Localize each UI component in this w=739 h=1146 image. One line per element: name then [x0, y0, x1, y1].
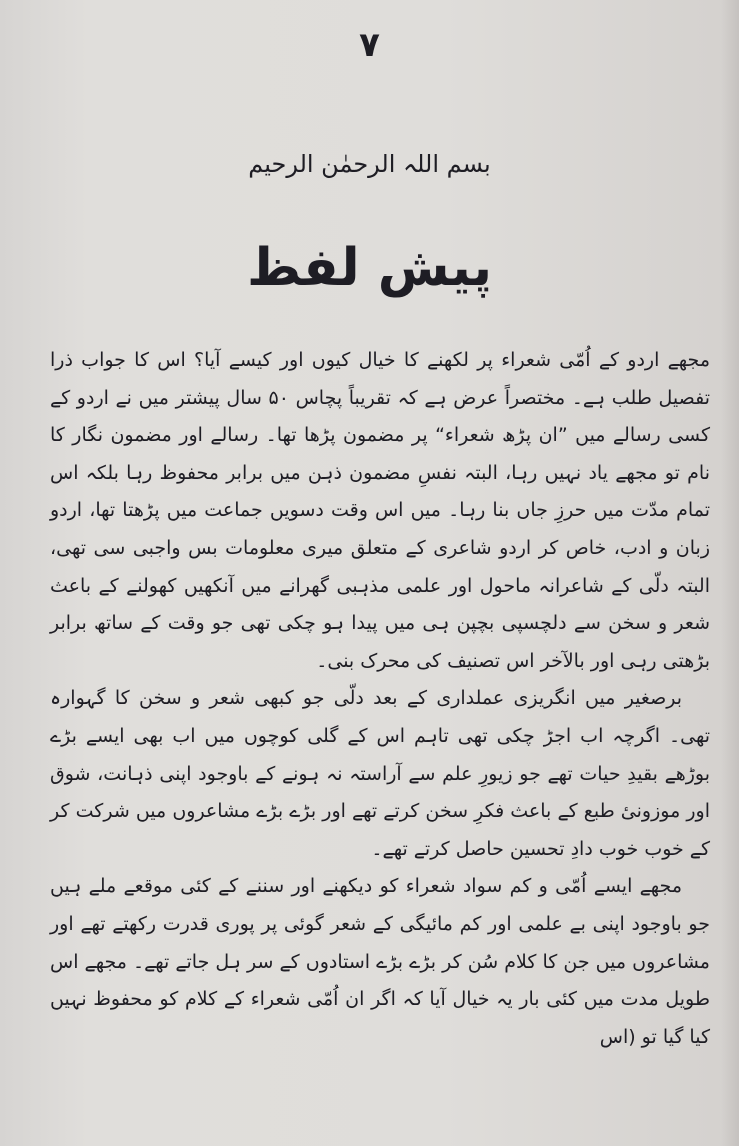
basmala: بسم اللہ الرحمٰن الرحیم	[248, 150, 491, 178]
body-text	[50, 342, 710, 1056]
paragraph-3: مجھے ایسے اُمّی و کم سواد شعراء کو دیکھنے اور سننے کے کئی موقعے ملے ہیں جو باوجود اپنی بے علمی اور کم مائیگی کے شعر گوئی پر پوری قدرت رکھتے تھے اور مشاعروں میں جن کا کلام سُن کر بڑے بڑے استادوں کے سر ہل جاتے تھے۔ مجھے اس طویل مدت میں کئی بار یہ خیال آیا کہ اگر ان اُمّی شعراء کے کلام کو محفوظ نہیں کیا گیا تو (اس	[50, 875, 710, 1048]
paragraph-1: مجھے اردو کے اُمّی شعراء پر لکھنے کا خیال کیوں اور کیسے آیا؟ اس کا جواب ذرا تفصیل طلب ہے۔ مختصراً عرض ہے کہ تقریباً پچاس ۵۰ سال پیشتر میں نے اردو کے کسی رسالے میں ”ان پڑھ شعراء“ پر مضمون پڑھا تھا۔ رسالے اور مضمون نگار کا نام تو مجھے یاد نہیں رہا، البتہ نفسِ مضمون ذہن میں برابر محفوظ رہا بلکہ اس تمام مدّت میں حرزِ جاں بنا رہا۔ میں اس وقت دسویں جماعت میں پڑھتا تھا، اردو زبان و ادب، خاص کر اردو شاعری کے متعلق میری معلومات بس واجبی سی تھی، البتہ دلّی کے شاعرانہ ماحول اور علمی مذہبی گھرانے میں آنکھیں کھولنے کے باعث شعر و سخن سے دلچسپی بچپن ہی میں پیدا ہو چکی تھی جو وقت کے ساتھ برابر بڑھتی رہی اور بالآخر اس تصنیف کی محرک بنی۔	[50, 349, 710, 672]
page-gutter-shadow	[721, 0, 739, 1146]
paragraph-2: برصغیر میں انگریزی عملداری کے بعد دلّی جو کبھی شعر و سخن کا گہوارہ تھی۔ اگرچہ اب اجڑ چکی تھی تاہم اس کے گلی کوچوں میں اب بھی ایسے بڑے بوڑھے بقیدِ حیات تھے جو زیورِ علم سے آراستہ نہ ہونے کے باوجود اپنی ذہانت، شوق اور موزونیٔ طبع کے باعث فکرِ سخن کرتے تھے اور بڑے بڑے مشاعروں میں شرکت کر کے خوب خوب دادِ تحسین حاصل کرتے تھے۔	[50, 687, 710, 860]
page-number: ۷	[359, 25, 380, 65]
page-title: پیش لفظ	[247, 238, 492, 298]
